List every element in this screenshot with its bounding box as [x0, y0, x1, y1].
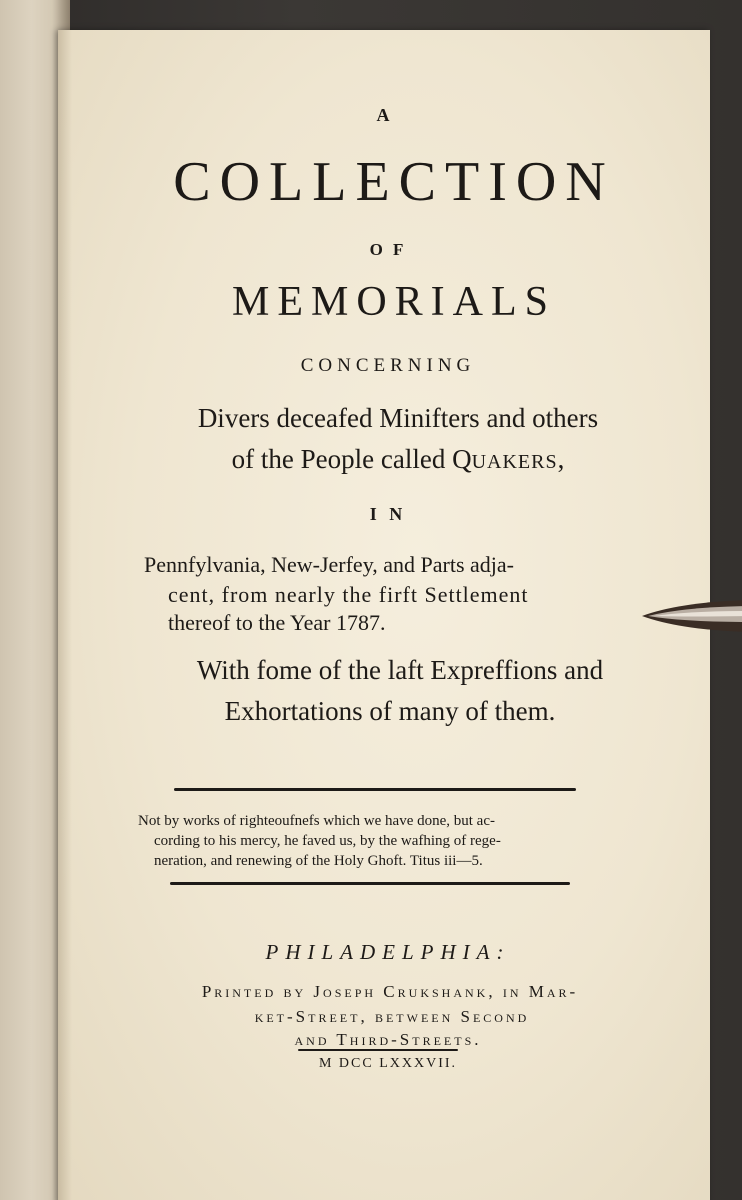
- place-line-1: Pennfylvania, New-Jerfey, and Parts adja-: [144, 552, 514, 577]
- in-line: I N: [369, 504, 407, 524]
- epigraph-line-3: neration, and renewing of the Holy Ghoft. Titus iii—5.: [154, 853, 483, 869]
- imprint-line-3: and Third-Streets.: [294, 1030, 482, 1049]
- epigraph-line-1: Not by works of righteoufnefs which we have done, but ac-: [138, 813, 495, 829]
- quakers-line-lead: of the People called: [231, 444, 453, 474]
- bookmark-marker: [640, 596, 742, 636]
- expressions-line-1: With fome of the laft Expreffions and: [196, 655, 604, 685]
- place-line-2: cent, from nearly the firft Settlement: [168, 582, 529, 607]
- upper-rule: [174, 788, 576, 791]
- title-of: O F: [369, 240, 407, 259]
- publication-date: M DCC LXXXVII.: [318, 1056, 458, 1071]
- main-title: COLLECTION: [173, 151, 615, 213]
- city-imprint: PHILADELPHIA:: [265, 940, 511, 964]
- quakers-initial: Q: [452, 444, 472, 474]
- place-line-3: thereof to the Year 1787.: [168, 610, 386, 635]
- concerning-line: CONCERNING: [300, 355, 476, 376]
- quakers-line: [72, 444, 724, 475]
- subject-title: MEMORIALS: [231, 279, 557, 325]
- lower-rule: [170, 882, 570, 885]
- quakers-small-caps: UAKERS: [471, 451, 558, 473]
- expressions-line-2: Exhortations of many of them.: [224, 696, 556, 726]
- date-rule: [298, 1049, 458, 1051]
- quakers-comma: ,: [557, 444, 565, 474]
- imprint-line-2: ket-Street, between Second: [254, 1007, 530, 1026]
- imprint-line-1: Printed by Joseph Crukshank, in Mar-: [201, 982, 579, 1001]
- ministers-line: Divers deceafed Minifters and others: [197, 403, 599, 433]
- title-page: [58, 30, 710, 1200]
- title-article: A: [376, 105, 392, 125]
- epigraph-line-2: cording to his mercy, he faved us, by the wafhing of rege-: [154, 833, 501, 849]
